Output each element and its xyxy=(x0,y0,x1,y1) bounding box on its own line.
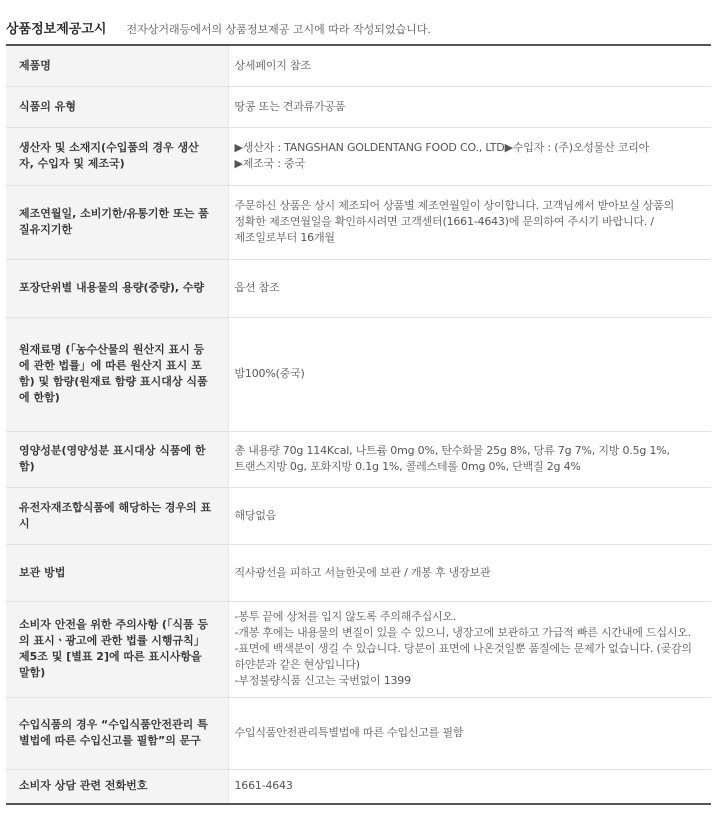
row-value xyxy=(228,431,711,487)
table-row xyxy=(6,544,711,601)
row-value xyxy=(228,86,711,127)
info-table xyxy=(6,46,711,805)
row-value-text: -봉투 끝에 상처를 입지 않도록 주의해주십시오. -개봉 후에는 내용물의 변질이 있을 수 있으니, 냉장고에 보관하고 가급적 빠른 시간내에 드십시오. -표면에 백색분이 생길 수 있습니다. 당분이 표면에 나온것일뿐 품질에는 문제가 없습니다. (곶감의 하얀분과 같은 현상입니다) -부정불량식품 신고는 국번없이 1399 xyxy=(234,610,692,687)
row-value-text: 주문하신 상품은 상시 제조되어 상품별 제조연월일이 상이합니다. 고객님께서 받아보실 상품의 정확한 제조연월일을 확인하시려면 고객센터(1661-4643)에 문의하여 주시기 바랍니다. / 제조일로부터 16개월 xyxy=(234,199,675,244)
table-row xyxy=(6,127,711,185)
row-value xyxy=(228,601,711,697)
row-label: 식품의 유형 xyxy=(6,86,228,127)
row-value-text: 상세페이지 참조 xyxy=(234,58,311,72)
row-value xyxy=(228,487,711,544)
table-row xyxy=(6,86,711,127)
row-label: 제조연월일, 소비기한/유통기한 또는 품질유지기한 xyxy=(6,185,228,259)
table-row xyxy=(6,46,711,86)
row-label: 제품명 xyxy=(6,46,228,86)
row-label: 소비자 안전을 위한 주의사항 (「식품 등의 표시ㆍ광고에 관한 법률 시행규칙」 제5조 및 [별표 2]에 따른 표시사항을 말함) xyxy=(6,601,228,697)
row-value xyxy=(228,544,711,601)
row-label: 원재료명 (「농수산물의 원산지 표시 등에 관한 법률」에 따른 원산지 표시 포함) 및 함량(원재료 함량 표시대상 식품에 한함) xyxy=(6,317,228,431)
row-value xyxy=(228,127,711,185)
row-value xyxy=(228,697,711,769)
row-value-text: 수입식품안전관리특별법에 따른 수입신고를 필함 xyxy=(234,726,464,739)
row-label: 유전자재조합식품에 해당하는 경우의 표시 xyxy=(6,487,228,544)
table-row xyxy=(6,697,711,769)
row-label: 보관 방법 xyxy=(6,544,228,601)
row-value-text: 1661-4643 xyxy=(234,779,293,793)
row-label: 소비자 상담 관련 전화번호 xyxy=(6,769,228,804)
table-row xyxy=(6,601,711,697)
row-label: 수입식품의 경우 “수입식품안전관리 특별법에 따른 수입신고를 필함”의 문구 xyxy=(6,697,228,769)
row-value xyxy=(228,769,711,804)
row-value-text: 직사광선을 피하고 서늘한곳에 보관 / 개봉 후 냉장보관 xyxy=(234,565,491,579)
row-label: 포장단위별 내용물의 용량(중량), 수량 xyxy=(6,259,228,317)
table-row xyxy=(6,431,711,487)
row-value xyxy=(228,185,711,259)
notice-subtitle: 전자상거래등에서의 상품정보제공 고시에 따라 작성되었습니다. xyxy=(126,23,431,36)
notice-header xyxy=(6,0,711,46)
row-value xyxy=(228,317,711,431)
row-label: 생산자 및 소재지(수입품의 경우 생산자, 수입자 및 제조국) xyxy=(6,127,228,185)
row-label: 영양성분(영양성분 표시대상 식품에 한함) xyxy=(6,431,228,487)
row-value-text: ▶생산자 : TANGSHAN GOLDENTANG FOOD CO., LTD▶수입자 : (주)오성물산 코리아 ▶제조국 : 중국 xyxy=(234,141,650,170)
table-row xyxy=(6,769,711,804)
row-value-text: 밤100%(중국) xyxy=(234,367,305,380)
row-value-text: 땅콩 또는 견과류가공품 xyxy=(234,99,346,113)
table-row xyxy=(6,259,711,317)
row-value-text: 옵션 참조 xyxy=(234,281,280,294)
row-value xyxy=(228,259,711,317)
row-value-text: 총 내용량 70g 114Kcal, 나트륨 0mg 0%, 탄수화물 25g 8%, 당류 7g 7%, 지방 0.5g 1%, 트랜스지방 0g, 포화지방 0.1g 1%, 콜레스테롤 0mg 0%, 단백질 2g 4% xyxy=(234,444,670,473)
row-value-text: 해당없음 xyxy=(234,508,277,522)
notice-title: 상품정보제공고시 xyxy=(6,22,107,37)
row-value xyxy=(228,46,711,86)
table-row xyxy=(6,317,711,431)
table-row xyxy=(6,185,711,259)
table-row xyxy=(6,487,711,544)
